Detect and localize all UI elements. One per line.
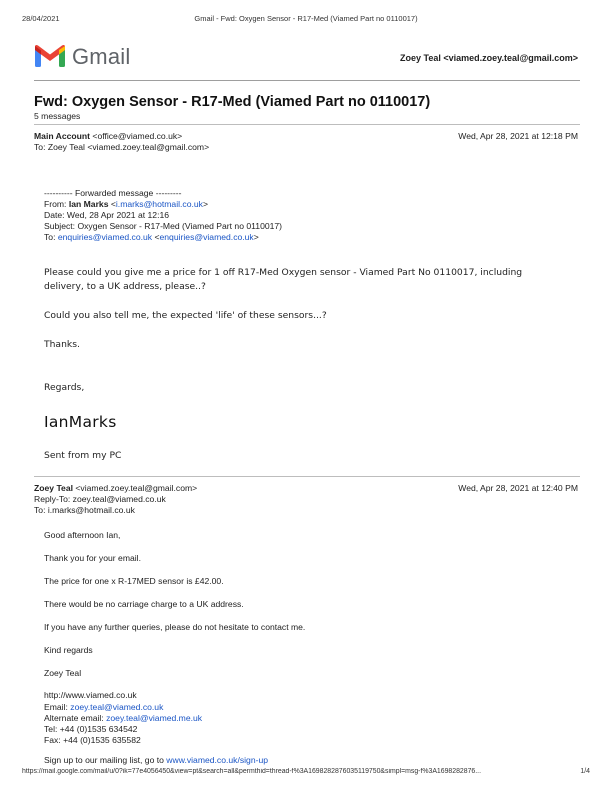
account-label: Zoey Teal <viamed.zoey.teal@gmail.com> [399, 53, 578, 63]
reply-thanks: Thank you for your email. [44, 553, 141, 563]
fwd-from-line [44, 199, 208, 210]
signup-line [44, 755, 268, 765]
signup-link[interactable]: www.viamed.co.uk/sign-up [166, 755, 269, 765]
gmail-logo-icon[interactable] [34, 44, 66, 68]
print-page-number: 1/4 [580, 768, 590, 775]
website-link[interactable]: http://www.viamed.co.uk [44, 690, 137, 700]
fwd-to-open: < [152, 232, 160, 242]
forwarded-header: ---------- Forwarded message --------- [44, 188, 182, 198]
fwd-from-prefix: From: [44, 199, 69, 209]
signup-prefix: Sign up to our mailing list, go to [44, 755, 167, 765]
reply-kind-regards: Kind regards [44, 645, 93, 655]
alt-email-link[interactable]: zoey.teal@viamed.me.uk [106, 713, 203, 723]
sender-signature: IanMarks [44, 413, 117, 431]
message-divider [34, 476, 580, 477]
fwd-from-name: Ian Marks [68, 199, 109, 209]
thread-divider [34, 124, 580, 125]
message2-to: To: i.marks@hotmail.co.uk [34, 505, 135, 515]
thread-subject: Fwd: Oxygen Sensor - R17-Med (Viamed Part no 0110017) [34, 94, 431, 110]
print-footer-url: https://mail.google.com/mail/u/0?ik=77e4056450&view=pt&search=all&permthid=thread-f%3A1698282876035119750&simpl=msg-f%3A1698282876... [22, 768, 481, 775]
reply-price: The price for one x R-17MED sensor is £42.00. [44, 576, 224, 586]
email-link[interactable]: zoey.teal@viamed.co.uk [70, 702, 164, 712]
fwd-to-line [44, 232, 259, 243]
reply-carriage: There would be no carriage charge to a UK address. [44, 599, 244, 609]
email-label: Email: [44, 702, 71, 712]
message2-from[interactable] [34, 483, 197, 494]
message1-sender-name: Main Account [34, 131, 91, 141]
alt-email-line [44, 713, 202, 723]
fwd-to-email-link[interactable]: enquiries@viamed.co.uk [57, 232, 153, 242]
gmail-wordmark: Gmail [72, 44, 131, 69]
header-divider [34, 80, 580, 81]
body-thanks: Thanks. [44, 339, 80, 350]
reply-greeting: Good afternoon Ian, [44, 530, 121, 540]
body-para1-line1: Please could you give me a price for 1 off R17-Med Oxygen sensor - Viamed Part No 0110017, including [44, 267, 523, 278]
message2-date: Wed, Apr 28, 2021 at 12:40 PM [458, 483, 578, 493]
tel-line: Tel: +44 (0)1535 634542 [44, 724, 138, 734]
print-date: 28/04/2021 [22, 14, 60, 23]
fwd-from-open: < [108, 199, 116, 209]
alt-email-label: Alternate email: [44, 713, 107, 723]
message2-reply-to: Reply-To: zoey.teal@viamed.co.uk [34, 494, 166, 504]
sent-from: Sent from my PC [44, 450, 122, 461]
message2-sender-email: <viamed.zoey.teal@gmail.com> [75, 483, 198, 493]
message-count: 5 messages [34, 111, 81, 121]
message2-sender-name: Zoey Teal [34, 483, 74, 493]
fwd-from-close: > [202, 199, 208, 209]
fwd-to-email-link-2[interactable]: enquiries@viamed.co.uk [159, 232, 254, 242]
print-title: Gmail - Fwd: Oxygen Sensor - R17-Med (Viamed Part no 0110017) [194, 14, 418, 23]
fwd-to-prefix: To: [44, 232, 58, 242]
body-para1-line2: delivery, to a UK address, please..? [44, 281, 206, 292]
body-regards: Regards, [44, 382, 85, 393]
message1-date: Wed, Apr 28, 2021 at 12:18 PM [458, 131, 578, 141]
reply-name: Zoey Teal [44, 668, 82, 678]
body-para2: Could you also tell me, the expected 'life' of these sensors...? [44, 310, 327, 321]
message1-sender-email: <office@viamed.co.uk> [92, 131, 183, 141]
fax-line: Fax: +44 (0)1535 635582 [44, 735, 141, 745]
fwd-date: Date: Wed, 28 Apr 2021 at 12:16 [44, 210, 170, 220]
email-line [44, 702, 163, 712]
fwd-to-close: > [253, 232, 259, 242]
message1-from[interactable] [34, 131, 182, 142]
reply-queries: If you have any further queries, please do not hesitate to contact me. [44, 622, 306, 632]
message1-to: To: Zoey Teal <viamed.zoey.teal@gmail.com> [34, 142, 210, 152]
fwd-subject: Subject: Oxygen Sensor - R17-Med (Viamed Part no 0110017) [44, 221, 283, 231]
fwd-from-email-link[interactable]: i.marks@hotmail.co.uk [115, 199, 203, 209]
